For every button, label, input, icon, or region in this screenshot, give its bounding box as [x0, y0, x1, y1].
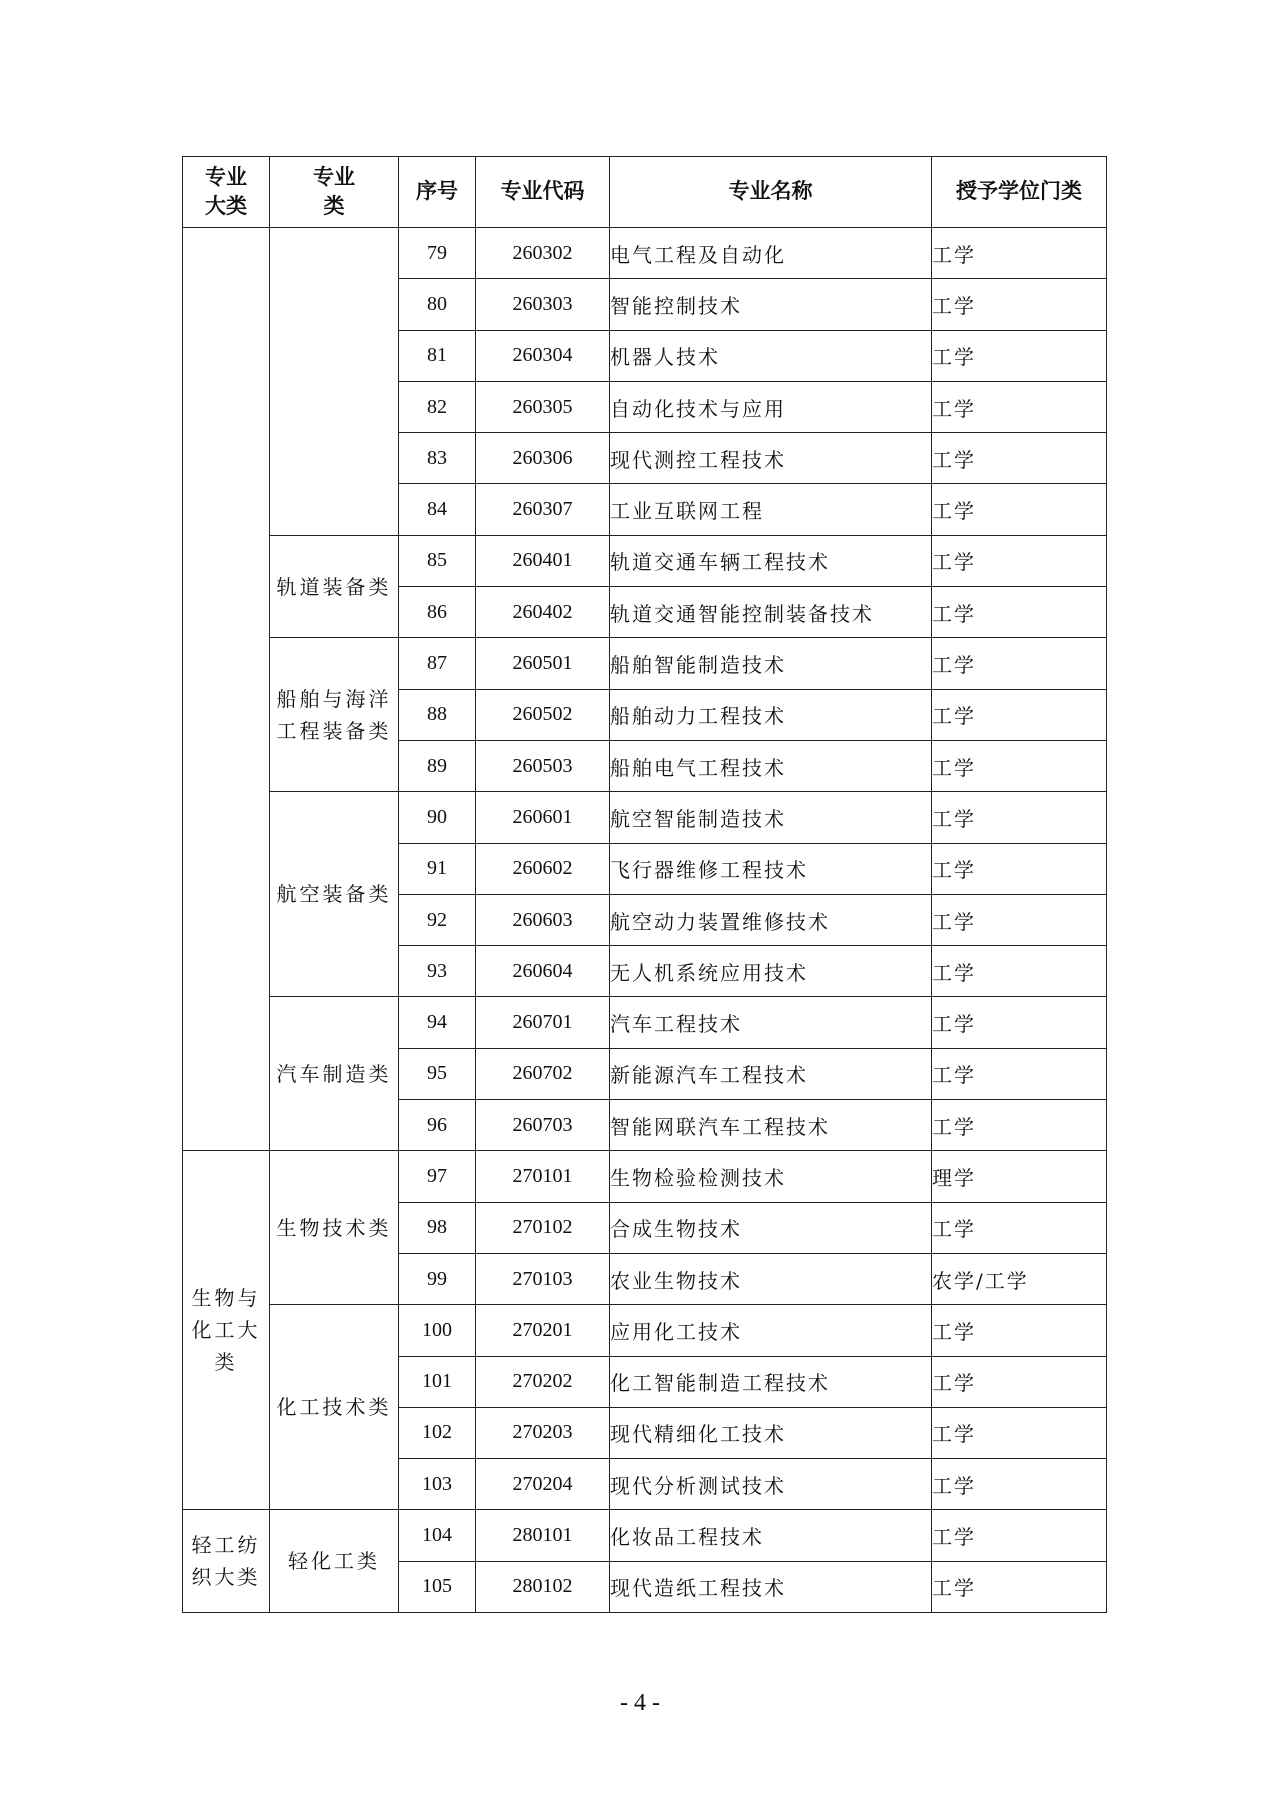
code-cell: 260503: [476, 740, 610, 791]
major-name-cell: 航空智能制造技术: [610, 792, 932, 843]
table-row: [183, 792, 1107, 843]
header-name: 专业名称: [610, 157, 932, 228]
seq-cell: 89: [399, 740, 476, 791]
table-row: [183, 1305, 1107, 1356]
seq-cell: 100: [399, 1305, 476, 1356]
class-cell: [270, 228, 399, 536]
code-cell: 260306: [476, 433, 610, 484]
seq-cell: 98: [399, 1202, 476, 1253]
degree-cell: 工学: [932, 1305, 1107, 1356]
degree-cell: 工学: [932, 330, 1107, 381]
major-name-cell: 无人机系统应用技术: [610, 946, 932, 997]
major-name-cell: 智能网联汽车工程技术: [610, 1100, 932, 1151]
degree-cell: 工学: [932, 894, 1107, 945]
table-row: [183, 997, 1107, 1048]
seq-cell: 105: [399, 1561, 476, 1612]
category-cell: [183, 228, 270, 1151]
major-name-cell: 轨道交通智能控制装备技术: [610, 587, 932, 638]
major-name-cell: 船舶智能制造技术: [610, 638, 932, 689]
code-cell: 260401: [476, 535, 610, 586]
class-cell: 化工技术类: [270, 1305, 399, 1510]
code-cell: 260302: [476, 228, 610, 279]
code-cell: 260601: [476, 792, 610, 843]
major-name-cell: 船舶电气工程技术: [610, 740, 932, 791]
major-name-cell: 机器人技术: [610, 330, 932, 381]
degree-cell: 工学: [932, 433, 1107, 484]
code-cell: 260604: [476, 946, 610, 997]
category-cell: 生物与 化工大 类: [183, 1151, 270, 1510]
code-cell: 260501: [476, 638, 610, 689]
major-name-cell: 现代精细化工技术: [610, 1407, 932, 1458]
degree-cell: 工学: [932, 946, 1107, 997]
code-cell: 260502: [476, 689, 610, 740]
degree-cell: 工学: [932, 997, 1107, 1048]
seq-cell: 87: [399, 638, 476, 689]
degree-cell: 工学: [932, 689, 1107, 740]
seq-cell: 79: [399, 228, 476, 279]
code-cell: 260303: [476, 279, 610, 330]
major-name-cell: 自动化技术与应用: [610, 381, 932, 432]
code-cell: 270204: [476, 1459, 610, 1510]
class-cell: 轨道装备类: [270, 535, 399, 638]
major-name-cell: 航空动力装置维修技术: [610, 894, 932, 945]
seq-cell: 93: [399, 946, 476, 997]
seq-cell: 103: [399, 1459, 476, 1510]
major-name-cell: 汽车工程技术: [610, 997, 932, 1048]
class-cell: 汽车制造类: [270, 997, 399, 1151]
major-name-cell: 新能源汽车工程技术: [610, 1048, 932, 1099]
seq-cell: 99: [399, 1253, 476, 1304]
seq-cell: 82: [399, 381, 476, 432]
major-name-cell: 现代分析测试技术: [610, 1459, 932, 1510]
header-degree: 授予学位门类: [932, 157, 1107, 228]
degree-cell: 工学: [932, 1561, 1107, 1612]
class-cell: 航空装备类: [270, 792, 399, 997]
seq-cell: 97: [399, 1151, 476, 1202]
degree-cell: 理学: [932, 1151, 1107, 1202]
seq-cell: 101: [399, 1356, 476, 1407]
degree-cell: 工学: [932, 535, 1107, 586]
degree-cell: 农学/工学: [932, 1253, 1107, 1304]
table-row: [183, 638, 1107, 689]
header-row: [183, 157, 1107, 228]
code-cell: 260702: [476, 1048, 610, 1099]
code-cell: 260304: [476, 330, 610, 381]
seq-cell: 91: [399, 843, 476, 894]
code-cell: 260305: [476, 381, 610, 432]
degree-cell: 工学: [932, 1048, 1107, 1099]
degree-cell: 工学: [932, 792, 1107, 843]
seq-cell: 102: [399, 1407, 476, 1458]
seq-cell: 96: [399, 1100, 476, 1151]
seq-cell: 81: [399, 330, 476, 381]
seq-cell: 80: [399, 279, 476, 330]
code-cell: 270202: [476, 1356, 610, 1407]
seq-cell: 104: [399, 1510, 476, 1561]
code-cell: 270103: [476, 1253, 610, 1304]
page-number: - 4 -: [620, 1690, 660, 1716]
code-cell: 270101: [476, 1151, 610, 1202]
degree-cell: 工学: [932, 1510, 1107, 1561]
degree-cell: 工学: [932, 587, 1107, 638]
class-cell: 生物技术类: [270, 1151, 399, 1305]
major-name-cell: 化工智能制造工程技术: [610, 1356, 932, 1407]
degree-cell: 工学: [932, 1407, 1107, 1458]
table-row: [183, 535, 1107, 586]
table-row: [183, 228, 1107, 279]
code-cell: 260701: [476, 997, 610, 1048]
degree-cell: 工学: [932, 484, 1107, 535]
major-catalog-table: [182, 156, 1107, 1613]
seq-cell: 90: [399, 792, 476, 843]
degree-cell: 工学: [932, 279, 1107, 330]
seq-cell: 84: [399, 484, 476, 535]
degree-cell: 工学: [932, 1356, 1107, 1407]
seq-cell: 88: [399, 689, 476, 740]
category-cell: 轻工纺 织大类: [183, 1510, 270, 1613]
seq-cell: 83: [399, 433, 476, 484]
code-cell: 270201: [476, 1305, 610, 1356]
header-code: 专业代码: [476, 157, 610, 228]
major-name-cell: 电气工程及自动化: [610, 228, 932, 279]
code-cell: 280101: [476, 1510, 610, 1561]
code-cell: 260307: [476, 484, 610, 535]
major-name-cell: 智能控制技术: [610, 279, 932, 330]
code-cell: 270102: [476, 1202, 610, 1253]
seq-cell: 86: [399, 587, 476, 638]
degree-cell: 工学: [932, 843, 1107, 894]
class-cell: 轻化工类: [270, 1510, 399, 1613]
header-class: 专业 类: [270, 157, 399, 228]
header-seq: 序号: [399, 157, 476, 228]
major-name-cell: 生物检验检测技术: [610, 1151, 932, 1202]
major-name-cell: 飞行器维修工程技术: [610, 843, 932, 894]
major-name-cell: 现代测控工程技术: [610, 433, 932, 484]
code-cell: 260703: [476, 1100, 610, 1151]
code-cell: 270203: [476, 1407, 610, 1458]
major-name-cell: 化妆品工程技术: [610, 1510, 932, 1561]
seq-cell: 95: [399, 1048, 476, 1099]
degree-cell: 工学: [932, 1202, 1107, 1253]
major-name-cell: 农业生物技术: [610, 1253, 932, 1304]
code-cell: 260602: [476, 843, 610, 894]
seq-cell: 94: [399, 997, 476, 1048]
degree-cell: 工学: [932, 1459, 1107, 1510]
major-name-cell: 现代造纸工程技术: [610, 1561, 932, 1612]
major-name-cell: 合成生物技术: [610, 1202, 932, 1253]
major-name-cell: 工业互联网工程: [610, 484, 932, 535]
degree-cell: 工学: [932, 638, 1107, 689]
table-row: [183, 1151, 1107, 1202]
degree-cell: 工学: [932, 740, 1107, 791]
table-row: [183, 1510, 1107, 1561]
major-name-cell: 应用化工技术: [610, 1305, 932, 1356]
table-body: [183, 228, 1107, 1613]
code-cell: 280102: [476, 1561, 610, 1612]
code-cell: 260402: [476, 587, 610, 638]
seq-cell: 85: [399, 535, 476, 586]
major-name-cell: 轨道交通车辆工程技术: [610, 535, 932, 586]
class-cell: 船舶与海洋 工程装备类: [270, 638, 399, 792]
degree-cell: 工学: [932, 228, 1107, 279]
degree-cell: 工学: [932, 381, 1107, 432]
header-category: 专业 大类: [183, 157, 270, 228]
major-name-cell: 船舶动力工程技术: [610, 689, 932, 740]
code-cell: 260603: [476, 894, 610, 945]
seq-cell: 92: [399, 894, 476, 945]
degree-cell: 工学: [932, 1100, 1107, 1151]
